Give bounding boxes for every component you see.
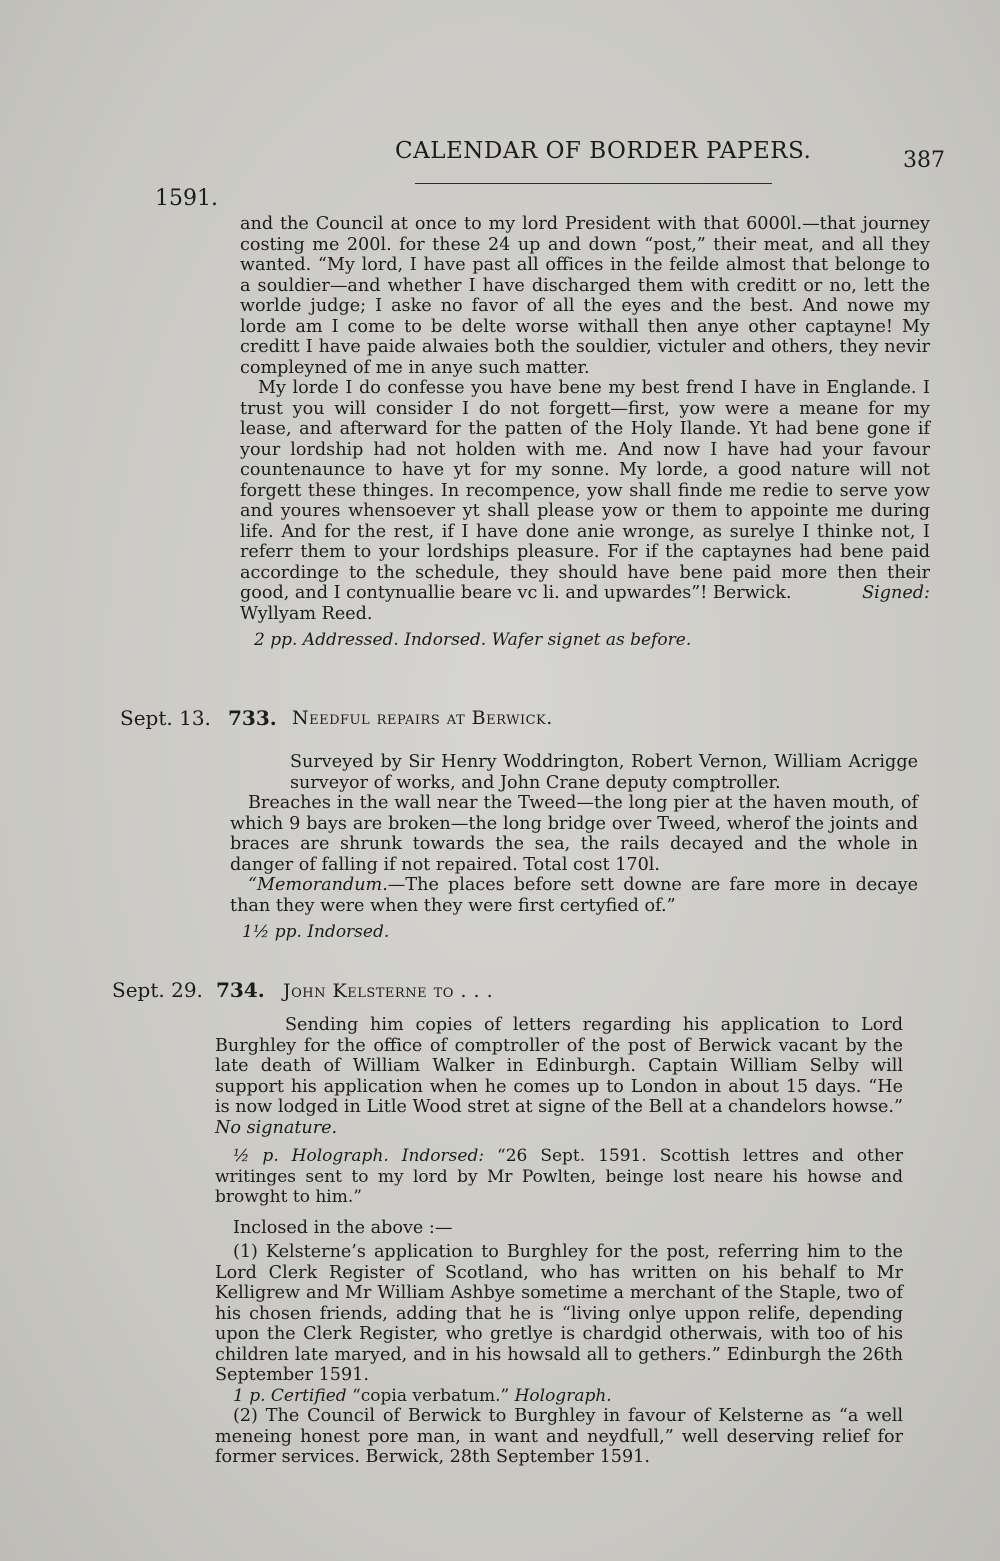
entry-body — [215, 1015, 903, 1468]
document-note: 2 pp. Addressed. Indorsed. Wafer signet as before. — [254, 630, 692, 650]
survey-text: Surveyed by Sir Henry Woddrington, Robert Vernon, William Acrigge surveyor of works, and John Crane deputy comptroller. — [290, 752, 918, 793]
margin-year: 1591. — [155, 186, 218, 211]
paragraph: Sending him copies of letters regarding his application to Lord Burghley for the office of comptroller of the post of Berwick vacant by the late death of William Walker in Edinburgh. Captain William Selby will support his application when he comes up to London in about 15 days. “He is now lodged in Litle Wood stret at signe of the Bell at a chandelors howse.” No signature. — [215, 1015, 903, 1138]
entry-title: Needful repairs at Berwick. — [292, 707, 553, 729]
letter-continuation — [240, 214, 930, 651]
no-signature: No signature. — [215, 1117, 338, 1138]
paragraph: and the Council at once to my lord President with that 6000l.—that journey costing me 200l. for these 24 up and down “post,” their meat, and all they wanted. “My lord, I have past all offices in the feilde almost that belonge to a souldier—and whether I have discharged them with creditt or no, lett the worlde judge; I aske no favor of all the eyes and the best. And nowe my lorde am I come to be delte worse withall then anye other captayne! My creditt I have paide alwaies both the souldier, victuler and others, they nevir compleyned of me in anye such matter. — [240, 214, 930, 378]
header-rule — [415, 183, 772, 184]
entry-number: 734. — [216, 978, 265, 1002]
document-note: 1 p. Certified “copia verbatum.” Holograph. — [233, 1385, 612, 1406]
entry-date: Sept. 13. — [120, 706, 211, 730]
document-note: ½ p. Holograph. Indorsed: “26 Sept. 1591. Scottish lettres and other writinges sent to my lord by Mr Powlten, beinge lost neare his howse and browght to him.” — [215, 1146, 904, 1207]
enclosure-heading: Inclosed in the above :— — [233, 1217, 453, 1238]
enclosure-item: (1) Kelsterne’s application to Burghley for the post, referring him to the Lord Clerk Register of Scotland, who has written on his behalf to Mr Kelligrew and Mr William Ashbye sometime a merchant of the Staple, two of his chosen friends, adding that he is “living onlye uppon relife, depending upon the Clerk Register, who gretlye is chardgid otherwais, with too of his children late maryed, and in his howsald all to gethers.” Edinburgh the 26th September 1591. — [215, 1242, 903, 1385]
entry-body — [230, 752, 918, 943]
running-header: CALENDAR OF BORDER PAPERS. — [395, 138, 812, 164]
page-number: 387 — [903, 148, 945, 173]
signed-label: Signed: — [862, 583, 930, 603]
enclosure-item: (2) The Council of Berwick to Burghley in favour of Kelsterne as “a well meneing honest pore man, in want and neydfull,” well deserving relief for former services. Berwick, 28th September 1591. — [215, 1406, 903, 1467]
document-note: 1½ pp. Indorsed. — [242, 922, 390, 942]
entry-number: 733. — [228, 706, 277, 730]
breaches-text: Breaches in the wall near the Tweed—the long pier at the haven mouth, of which 9 bays are broken—the long bridge over Tweed, wherof the joints and braces are shrunk towards the sea, the rails decayed and the whole in danger of falling if not repaired. Total cost 170l. — [230, 793, 918, 875]
signatory: Wyllyam Reed. — [240, 603, 373, 624]
entry-title: John Kelsterne to . . . — [283, 980, 494, 1002]
memorandum: “Memorandum.—The places before sett downe are fare more in decaye than they were when they were first certyfied of.” — [230, 875, 918, 916]
paragraph: My lorde I do confesse you have bene my best frend I have in Englande. I trust you will consider I do not forgett—first, yow were a meane for my lease, and afterward for the patten of the Holy Ilande. Yt had bene gone if your lordship had not holden with me. And now I have had your favour countenaunce to have yt for my sonne. My lorde, a good nature will not forgett these thinges. In recompence, yow shall finde me redie to serve yow and youres whensoever yt shall please yow or them to appointe me during life. And for the rest, if I have done anie wronge, as surelye I thinke not, I referr them to your lordships pleasure. For if the captaynes had bene paid accordinge to the schedule, they should have bene paid more then their good, and I contynuallie beare vc li. and upwardes”! Berwick. Signed: — [240, 378, 930, 603]
entry-date: Sept. 29. — [112, 978, 203, 1002]
